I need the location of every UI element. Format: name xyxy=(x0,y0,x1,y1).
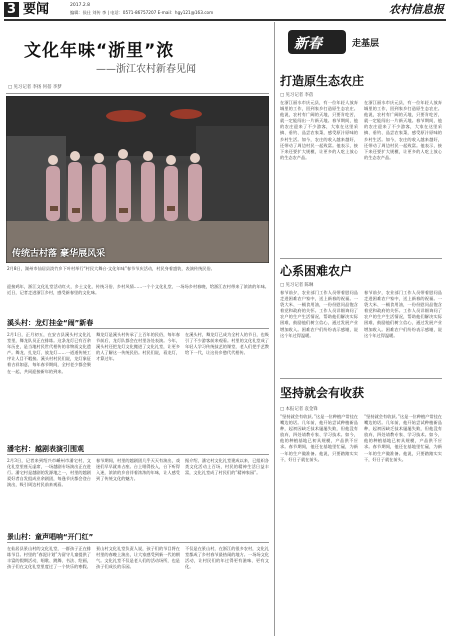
right-story1-body-a: 在浙江丽水市庆元县，有一位年轻人放弃城里的工作，回到家乡打造原生态农庄。他说，农村有广阔的天地，只要肯吃苦，就一定能闯出一片新天地。春节期间，他的农庄迎来了不少游客，大家在这里采摘、垂钓、品尝农家菜，感受原汁原味的乡村生活。如今，农庄的收入越来越好，还带动了周边村民一起致富。他表示，接下来还要扩大规模，让更多的人吃上放心的生态农产品。 xyxy=(280,100,358,160)
masthead xyxy=(4,2,446,18)
right-story1-byline: □ 见习记者 李蓓 xyxy=(280,93,314,98)
headline-divider xyxy=(6,93,269,94)
right-story3-body-b: “坚持就会有收获。”这是一位种植户常挂在嘴边的话。几年前，他开始尝试种植新品种，起初因缺乏技术屡屡失败，但他没有放弃，四处请教专家、学习技术。如今，他的种植基地已初具规模，产品供不应求。春节期间，他还在基地里忙碌，为新一年的生产做准备。他说，只要踏踏实实干，好日子就在前头。 xyxy=(364,414,442,462)
right-story2-title: 心系困难农户 xyxy=(280,264,353,278)
section-rule-1 xyxy=(7,328,269,329)
right-rule-2 xyxy=(280,378,442,379)
section3-col2: 景山村文化礼堂负责人说，孩子们的节目将在村里的春晚上演出，让大家感受到新一代的朝气。文化礼堂不仅是老人们的活动场所，也是孩子们成长的乐园。 xyxy=(96,546,180,570)
main-headline: 文化年味“浙里”浓 xyxy=(24,41,175,61)
section-rule-3 xyxy=(7,542,269,543)
intro-paragraph: 迎接鸡年，浙江文化礼堂活动红火，乡土文化、传统习俗、乡村风情……一个个文化礼堂、一场场乡村春晚，给浙江农村带来了浓浓的年味。近日，记者走进浙江乡村，感受新春里的文化味。 xyxy=(7,284,269,296)
section-title: 要闻 xyxy=(23,2,50,17)
photo-overlay-text: 传统古村落 豪华展风采 xyxy=(12,249,106,259)
column-divider xyxy=(274,22,275,636)
masthead-date: 2017.2.8 xyxy=(70,3,91,8)
main-subtitle: ——浙江农村新春见闻 xyxy=(96,64,196,75)
lead-photo xyxy=(6,96,269,263)
right-story2-body-b: 春节前夕，农业部门工作人员带着慰问品走进困难农户家中，送上新春的祝福。一袋大米、一桶食用油，一份份慰问品饱含着党和政府的关怀。工作人员详细询问了农户的生产生活情况，帮助他们解决实际困难，鼓励他们树立信心，通过发展产业增加收入。困难农户们纷纷表示感谢，说这个年过得温暖。 xyxy=(364,290,442,338)
right-story2-byline: □ 见习记者 陈琳 xyxy=(280,283,314,288)
section-title-xitou: 溪头村：龙灯挂金“闹”新春 xyxy=(7,319,94,327)
section1-col1: 2月1日，正月初五，在安吉县溪头村文化礼堂里，舞龙队员正在排练。这条龙灯已有百余年历史，是当地村民世代相传的非物质文化遗产。舞龙、扎龙灯、放龙灯……一道道传统工序让人目不暇接。溪头村村民们说，龙灯象征着吉祥如意，每年春节期间，全村老少都会聚在一起，共同迎接新年的到来。 xyxy=(7,332,91,374)
lead-byline: □ 见习记者 李扬 何蓓 李梦 xyxy=(8,85,62,90)
badge-subtext: 走基层 xyxy=(352,39,380,49)
page-number: 3 xyxy=(4,2,19,17)
section2-col3: 据介绍，潘宅村文化礼堂建成以来，已组织各类文化活动上百场，村民的精神生活日益丰富，文化礼堂成了村民们的“精神家园”。 xyxy=(185,458,269,476)
right-story1-title: 打造原生态农庄 xyxy=(280,74,365,88)
right-story2-body-a: 春节前夕，农业部门工作人员带着慰问品走进困难农户家中，送上新春的祝福。一袋大米、一桶食用油，一份份慰问品饱含着党和政府的关怀。工作人员详细询问了农户的生产生活情况，帮助他们解决实际困难，鼓励他们树立信心，通过发展产业增加收入。困难农户们纷纷表示感谢，说这个年过得温暖。 xyxy=(280,290,358,338)
masthead-meta: 编辑：侯仕 刘传 李 | 电话：0571-86757207 E-mail：hgy121@163.com xyxy=(70,10,214,15)
section2-col2: 春节期间，村里的越剧团几乎天天有演出，戏迷们早早就来占座。台上唱得投入，台下听得入迷，浓浓的乡音伴着浓浓的年味，让人感受到了传统文化的魅力。 xyxy=(96,458,180,482)
section2-col1: 2月3日，记者来到绍兴市嵊州市潘宅村，文化礼堂里座无虚席，一场越剧专场演出正在进行。潘宅村是越剧的发源地之一，村里的越剧爱好者自发组成业余剧团，每逢节庆都会登台演出，吸引周边村民前来观看。 xyxy=(7,458,91,488)
right-rule-1 xyxy=(280,258,442,259)
badge-text: 新春 xyxy=(294,36,322,52)
right-story3-title: 坚持就会有收获 xyxy=(280,386,365,400)
masthead-rule xyxy=(4,19,446,21)
section3-col1: 在仙居县景山村的文化礼堂，一群孩子正在排练节目。村里的“春泥计划”为留守儿童提供了丰富的假期活动，唱歌、跳舞、书法、绘画，孩子们在文化礼堂里度过了一个快乐的寒假。 xyxy=(7,546,91,570)
new-spring-badge xyxy=(288,30,438,56)
photo-scene xyxy=(6,96,269,263)
section-rule-2 xyxy=(7,454,269,455)
section1-col2: 舞龙灯是溪头村传承了上百年的民俗，每年春节前后，龙灯队都会在村里各处表演。今年，溪头村还把龙灯文化搬进了文化礼堂，让更多的人了解这一传统民俗。村民们说，看龙灯，才算过年。 xyxy=(96,332,180,362)
section-title-jingshan: 景山村：童声唱响“开门红” xyxy=(7,533,94,541)
badge-seal xyxy=(288,30,346,54)
section1-col3: 在溪头村，舞龙灯已成为全村人的节日，也吸引了不少游客前来观看。村里的文化礼堂成了年轻人学习传统技艺的课堂，老人们把手艺教给下一代，让这份乡愁代代相传。 xyxy=(185,332,269,356)
paper-name: 农村信息报 xyxy=(389,3,444,16)
section3-col3: 不仅是在景山村，在浙江的很多农村，文化礼堂都成了乡村春节最热闹的地方。一场场文化活动，让村民们的年过得更有滋味、更有文化。 xyxy=(185,546,269,570)
section-title-panzhai: 潘宅村：越剧表演引围观 xyxy=(7,445,84,453)
right-story3-body-a: “坚持就会有收获。”这是一位种植户常挂在嘴边的话。几年前，他开始尝试种植新品种，起初因缺乏技术屡屡失败，但他没有放弃，四处请教专家、学习技术。如今，他的种植基地已初具规模，产品供不应求。春节期间，他还在基地里忙碌，为新一年的生产做准备。他说，只要踏踏实实干，好日子就在前头。 xyxy=(280,414,358,462)
right-story3-byline: □ 本报记者 袁金锋 xyxy=(280,407,318,412)
right-story1-body-b: 在浙江丽水市庆元县，有一位年轻人放弃城里的工作，回到家乡打造原生态农庄。他说，农村有广阔的天地，只要肯吃苦，就一定能闯出一片新天地。春节期间，他的农庄迎来了不少游客，大家在这里采摘、垂钓、品尝农家菜，感受原汁原味的乡村生活。如今，农庄的收入越来越好，还带动了周边村民一起致富。他表示，接下来还要扩大规模，让更多的人吃上放心的生态农产品。 xyxy=(364,100,442,160)
photo-caption: 2月8日，湖州市仙居县淡竹乡下叶村举行“村民大舞台·文化年味”春节节庆活动，村民身着盛装，表演传统民俗。 xyxy=(7,266,215,271)
